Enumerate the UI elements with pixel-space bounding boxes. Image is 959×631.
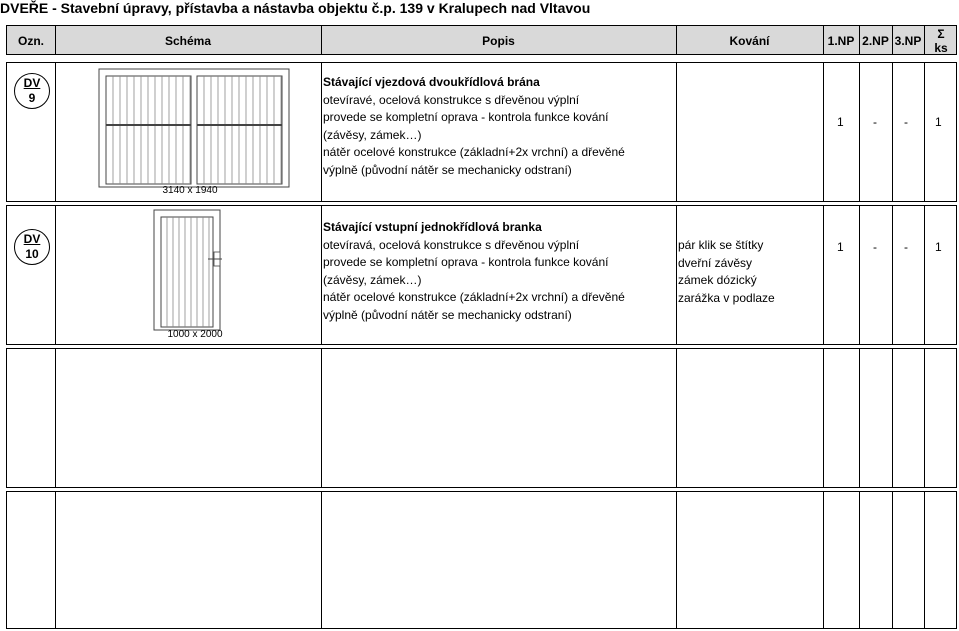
dimension-dv10: 1000 x 2000 (167, 329, 223, 340)
column-divider (321, 26, 322, 54)
description-line: otevíravá, ocelová konstrukce s dřevěnou výplní (323, 237, 580, 252)
column-divider (823, 492, 824, 628)
description-line: výplně (původní nátěr se mechanicky odstraní) (323, 162, 572, 177)
description-heading: Stávající vstupní jednokřídlová branka (323, 220, 542, 234)
column-divider (676, 206, 677, 344)
table-header (6, 25, 957, 55)
header-sigma: Σ (937, 27, 945, 41)
header-ks: ks (934, 41, 948, 55)
column-divider (924, 26, 925, 54)
column-divider (892, 206, 893, 344)
table-row-empty (6, 348, 957, 488)
column-divider (55, 492, 56, 628)
qty-np1-dv9: 1 (837, 115, 844, 129)
column-divider (892, 492, 893, 628)
document-title: DVEŘE - Stavební úpravy, přístavba a nástavba objektu č.p. 139 v Kralupech nad Vltavou (0, 0, 591, 16)
column-divider (924, 492, 925, 628)
column-divider (859, 26, 860, 54)
column-divider (321, 349, 322, 487)
column-divider (55, 63, 56, 201)
qty-np3-dv10: - (904, 240, 908, 254)
description-line: (závěsy, zámek…) (323, 272, 422, 287)
column-divider (823, 206, 824, 344)
header-ozn: Ozn. (18, 34, 44, 48)
header-popis: Popis (482, 34, 515, 48)
description-dv9 (323, 74, 625, 179)
qty-total-dv9: 1 (935, 115, 942, 129)
header-np2: 2.NP (862, 34, 889, 48)
column-divider (55, 206, 56, 344)
column-divider (55, 26, 56, 54)
column-divider (924, 349, 925, 487)
hardware-item: pár klik se štítky (678, 238, 764, 252)
table-row-dv10 (6, 205, 957, 345)
column-divider (892, 349, 893, 487)
hardware-dv10 (678, 237, 775, 307)
column-divider (676, 349, 677, 487)
hardware-item: zarážka v podlaze (678, 290, 775, 305)
description-line: nátěr ocelové konstrukce (základní+2x vrchní) a dřevěné (323, 145, 625, 159)
hardware-item: zámek dózický (678, 273, 757, 287)
description-dv10 (323, 219, 625, 324)
column-divider (859, 63, 860, 201)
column-divider (321, 206, 322, 344)
gate-double-schema (97, 67, 297, 189)
header-schema: Schéma (164, 34, 212, 48)
door-mark-label: DV (23, 76, 41, 90)
description-line: provede se kompletní oprava - kontrola funkce kování (323, 255, 609, 269)
dimension-dv9: 3140 x 1940 (162, 185, 218, 196)
column-divider (676, 63, 677, 201)
column-divider (892, 26, 893, 54)
header-np1: 1.NP (827, 34, 855, 48)
column-divider (321, 492, 322, 628)
door-mark-label: DV (23, 232, 41, 246)
qty-total-dv10: 1 (935, 240, 942, 254)
header-np3: 3.NP (894, 34, 922, 48)
column-divider (676, 26, 677, 54)
door-mark-number: 10 (25, 247, 39, 261)
description-line: (závěsy, zámek…) (323, 127, 422, 142)
door-mark-dv10 (14, 229, 50, 265)
column-divider (823, 349, 824, 487)
column-divider (823, 63, 824, 201)
qty-np3-dv9: - (904, 115, 908, 129)
header-kovani: Kování (729, 34, 770, 48)
column-divider (823, 26, 824, 54)
description-line: výplně (původní nátěr se mechanicky odstraní) (323, 307, 572, 322)
description-line: otevíravé, ocelová konstrukce s dřevěnou výplní (323, 92, 580, 107)
column-divider (859, 349, 860, 487)
hardware-item: dveřní závěsy (678, 255, 753, 270)
qty-np1-dv10: 1 (837, 240, 844, 254)
description-line: provede se kompletní oprava - kontrola funkce kování (323, 110, 609, 124)
table-row-empty (6, 491, 957, 629)
column-divider (321, 63, 322, 201)
description-line: nátěr ocelové konstrukce (základní+2x vrchní) a dřevěné (323, 290, 625, 304)
description-heading: Stávající vjezdová dvoukřídlová brána (323, 75, 540, 89)
column-divider (676, 492, 677, 628)
door-mark-number: 9 (28, 91, 36, 105)
column-divider (55, 349, 56, 487)
column-divider (892, 63, 893, 201)
column-divider (859, 206, 860, 344)
gate-single-schema (152, 208, 234, 332)
column-divider (859, 492, 860, 628)
qty-np2-dv9: - (873, 115, 877, 129)
table-row-dv9 (6, 62, 957, 202)
door-mark-dv9 (14, 73, 50, 109)
column-divider (924, 63, 925, 201)
qty-np2-dv10: - (873, 240, 877, 254)
column-divider (924, 206, 925, 344)
